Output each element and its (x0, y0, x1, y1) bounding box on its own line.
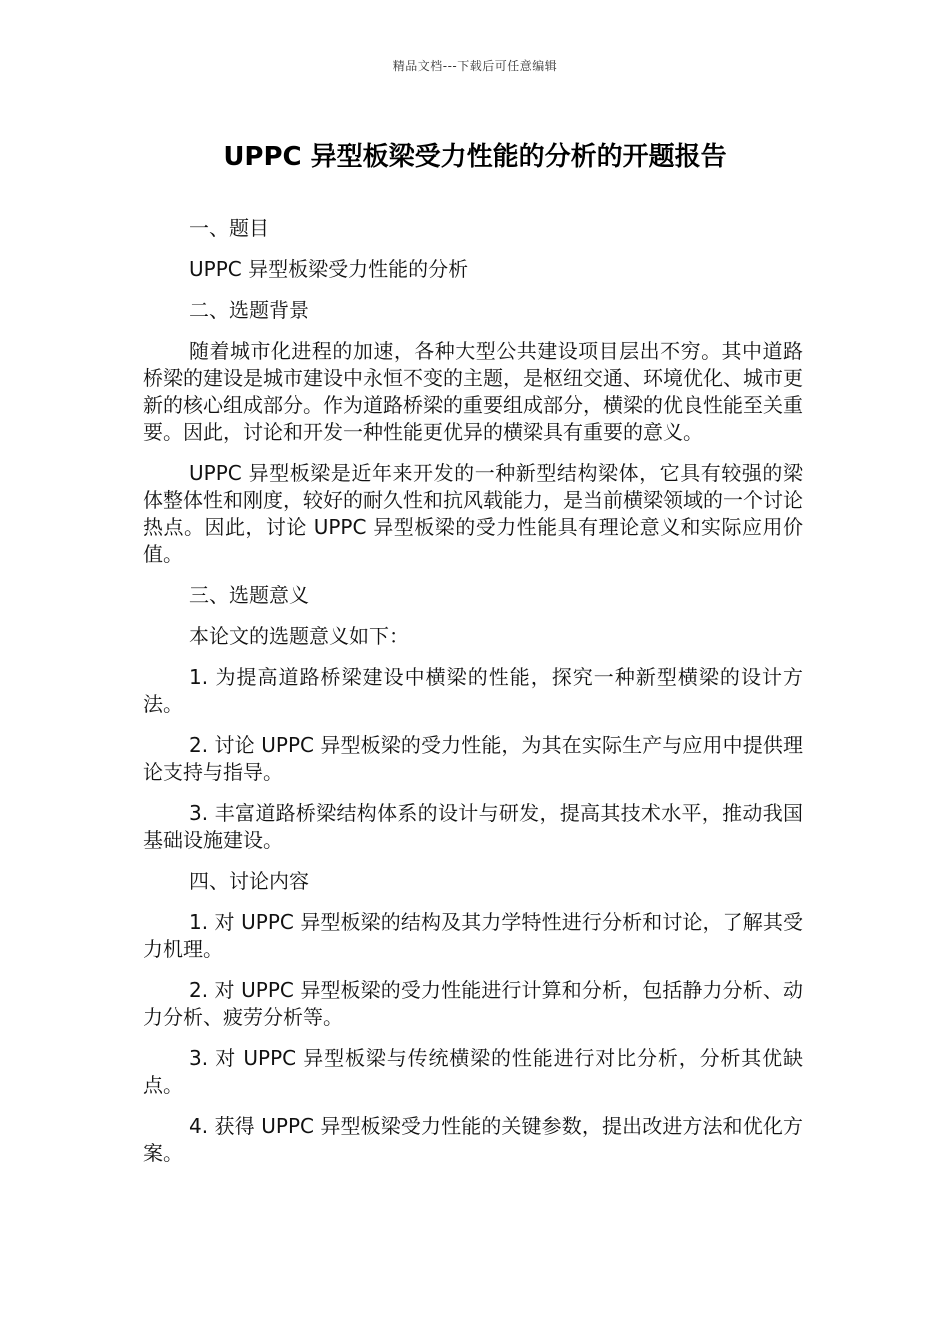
background-paragraph-1: 随着城市化进程的加速，各种大型公共建设项目层出不穷。其中道路桥梁的建设是城市建设中永恒不变的主题，是枢纽交通、环境优化、城市更新的核心组成部分。作为道路桥梁的重要组成部分，横梁的优良性能至关重要。因此，讨论和开发一种性能更优异的横梁具有重要的意义。 (143, 339, 803, 444)
content-item-2: 2. 对 UPPC 异型板梁的受力性能进行计算和分析，包括静力分析、动力分析、疲劳分析等。 (143, 978, 803, 1029)
document-body (143, 215, 803, 1181)
section-heading-background: 二、选题背景 (189, 298, 309, 322)
significance-intro: 本论文的选题意义如下： (189, 624, 409, 648)
document-title: UPPC 异型板梁受力性能的分析的开题报告 (223, 142, 727, 172)
significance-item-2: 2. 讨论 UPPC 异型板梁的受力性能，为其在实际生产与应用中提供理论支持与指导。 (143, 733, 803, 784)
section-heading-significance: 三、选题意义 (189, 583, 309, 607)
section-heading-content: 四、讨论内容 (189, 869, 309, 893)
content-item-4: 4. 获得 UPPC 异型板梁受力性能的关键参数，提出改进方法和优化方案。 (143, 1114, 803, 1165)
topic-text: UPPC 异型板梁受力性能的分析 (189, 257, 469, 281)
section-heading-topic: 一、题目 (189, 216, 269, 240)
background-paragraph-2: UPPC 异型板梁是近年来开发的一种新型结构梁体，它具有较强的梁体整体性和刚度，较好的耐久性和抗风载能力，是当前横梁领域的一个讨论热点。因此，讨论 UPPC 异型板梁的受力性能具有理论意义和实际应用价值。 (143, 461, 803, 566)
content-item-3: 3. 对 UPPC 异型板梁与传统横梁的性能进行对比分析，分析其优缺点。 (143, 1046, 803, 1097)
significance-item-1: 1. 为提高道路桥梁建设中横梁的性能，探究一种新型横梁的设计方法。 (143, 665, 803, 716)
header-note: 精品文档---下载后可任意编辑 (392, 59, 558, 73)
significance-item-3: 3. 丰富道路桥梁结构体系的设计与研发，提高其技术水平，推动我国基础设施建设。 (143, 801, 803, 852)
content-item-1: 1. 对 UPPC 异型板梁的结构及其力学特性进行分析和讨论，了解其受力机理。 (143, 910, 803, 961)
